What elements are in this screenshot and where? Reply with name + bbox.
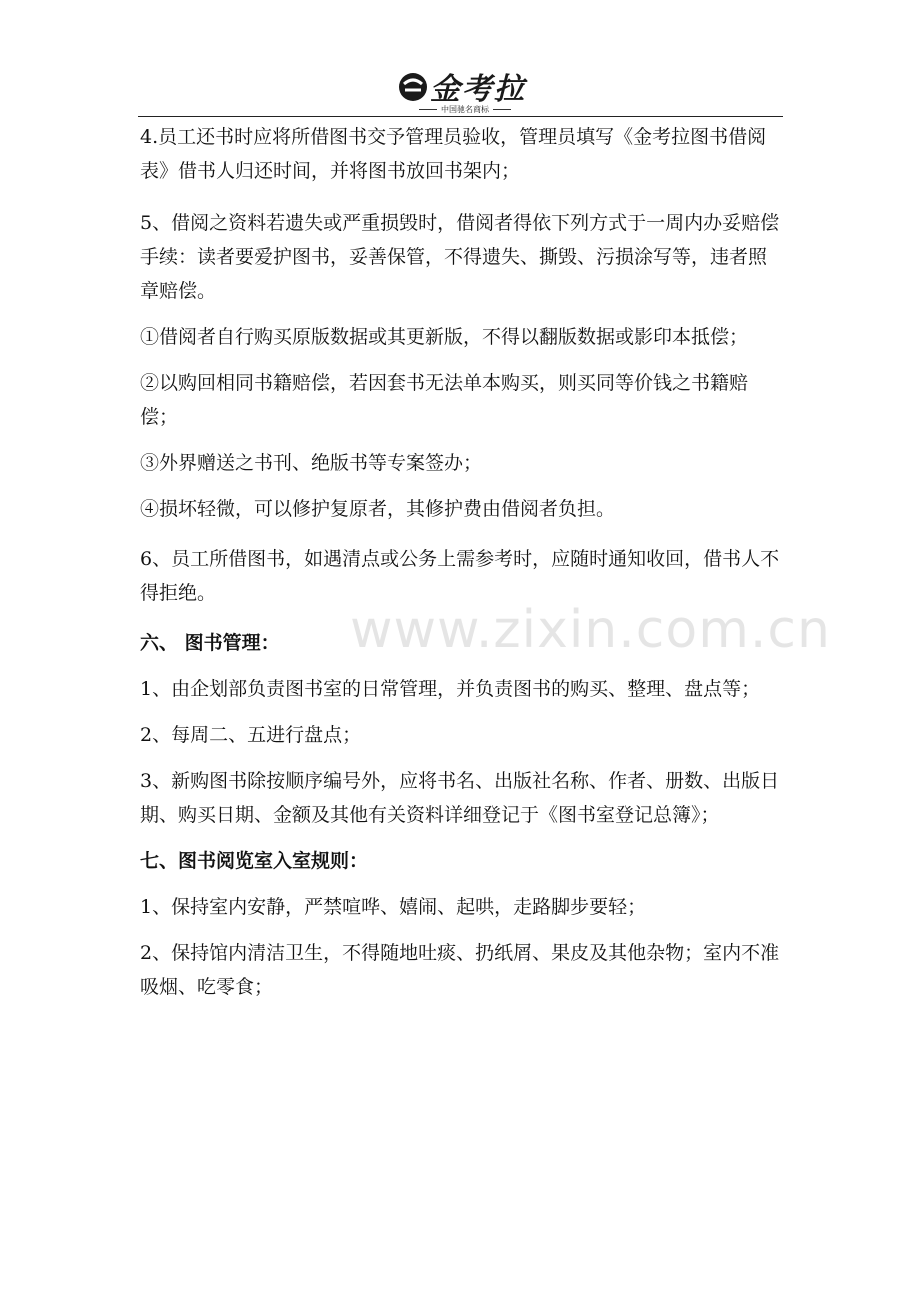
watermark: www.zixin.com.cn	[350, 600, 831, 660]
paragraph-management-1: 1、由企划部负责图书室的日常管理，并负责图书的购买、整理、盘点等；	[140, 678, 761, 700]
paragraph-compensation-option-1: ①借阅者自行购买原版数据或其更新版，不得以翻版数据或影印本抵偿；	[140, 326, 749, 348]
brand-tagline: 中国驰名商标	[400, 104, 530, 115]
paragraph-compensation-option-4: ④损坏轻微，可以修护复原者，其修护费由借阅者负担。	[140, 498, 616, 520]
paragraph-rule-2: 2、保持馆内清洁卫生，不得随地吐痰、扔纸屑、果皮及其他杂物；室内不准吸烟、吃零食；	[140, 942, 780, 998]
page-header	[0, 0, 920, 120]
koala-emblem-icon	[398, 72, 428, 102]
paragraph-management-3: 3、新购图书除按顺序编号外，应将书名、出版社名称、作者、册数、出版日期、购买日期、金额及其他有关资料详细登记于《图书室登记总簿》；	[140, 770, 780, 826]
document-body	[140, 120, 785, 1004]
paragraph-return-books: 4.员工还书时应将所借图书交予管理员验收，管理员填写《金考拉图书借阅表》借书人归还时间，并将图书放回书架内；	[140, 126, 767, 182]
section-heading-reading-room-rules: 七、图书阅览室入室规则：	[140, 850, 369, 872]
paragraph-compensation-option-2: ②以购回相同书籍赔偿，若因套书无法单本购买，则买同等价钱之书籍赔偿；	[140, 372, 749, 428]
brand-name: 金考拉	[430, 72, 526, 107]
paragraph-rule-1: 1、保持室内安静，严禁喧哗、嬉闹、起哄，走路脚步要轻；	[140, 896, 647, 918]
section-heading-book-management: 六、 图书管理：	[140, 632, 280, 654]
paragraph-management-2: 2、每周二、五进行盘点；	[140, 724, 362, 746]
header-divider	[138, 116, 783, 117]
paragraph-recall-books: 6、员工所借图书，如遇清点或公务上需参考时，应随时通知收回，借书人不得拒绝。	[140, 548, 780, 604]
paragraph-loss-compensation: 5、借阅之资料若遗失或严重损毁时，借阅者得依下列方式于一周内办妥赔偿手续：读者要爱护图书，妥善保管，不得遗失、撕毁、污损涂写等，违者照章赔偿。	[140, 212, 780, 302]
paragraph-compensation-option-3: ③外界赠送之书刊、绝版书等专案签办；	[140, 452, 483, 474]
brand-logo	[390, 58, 540, 106]
